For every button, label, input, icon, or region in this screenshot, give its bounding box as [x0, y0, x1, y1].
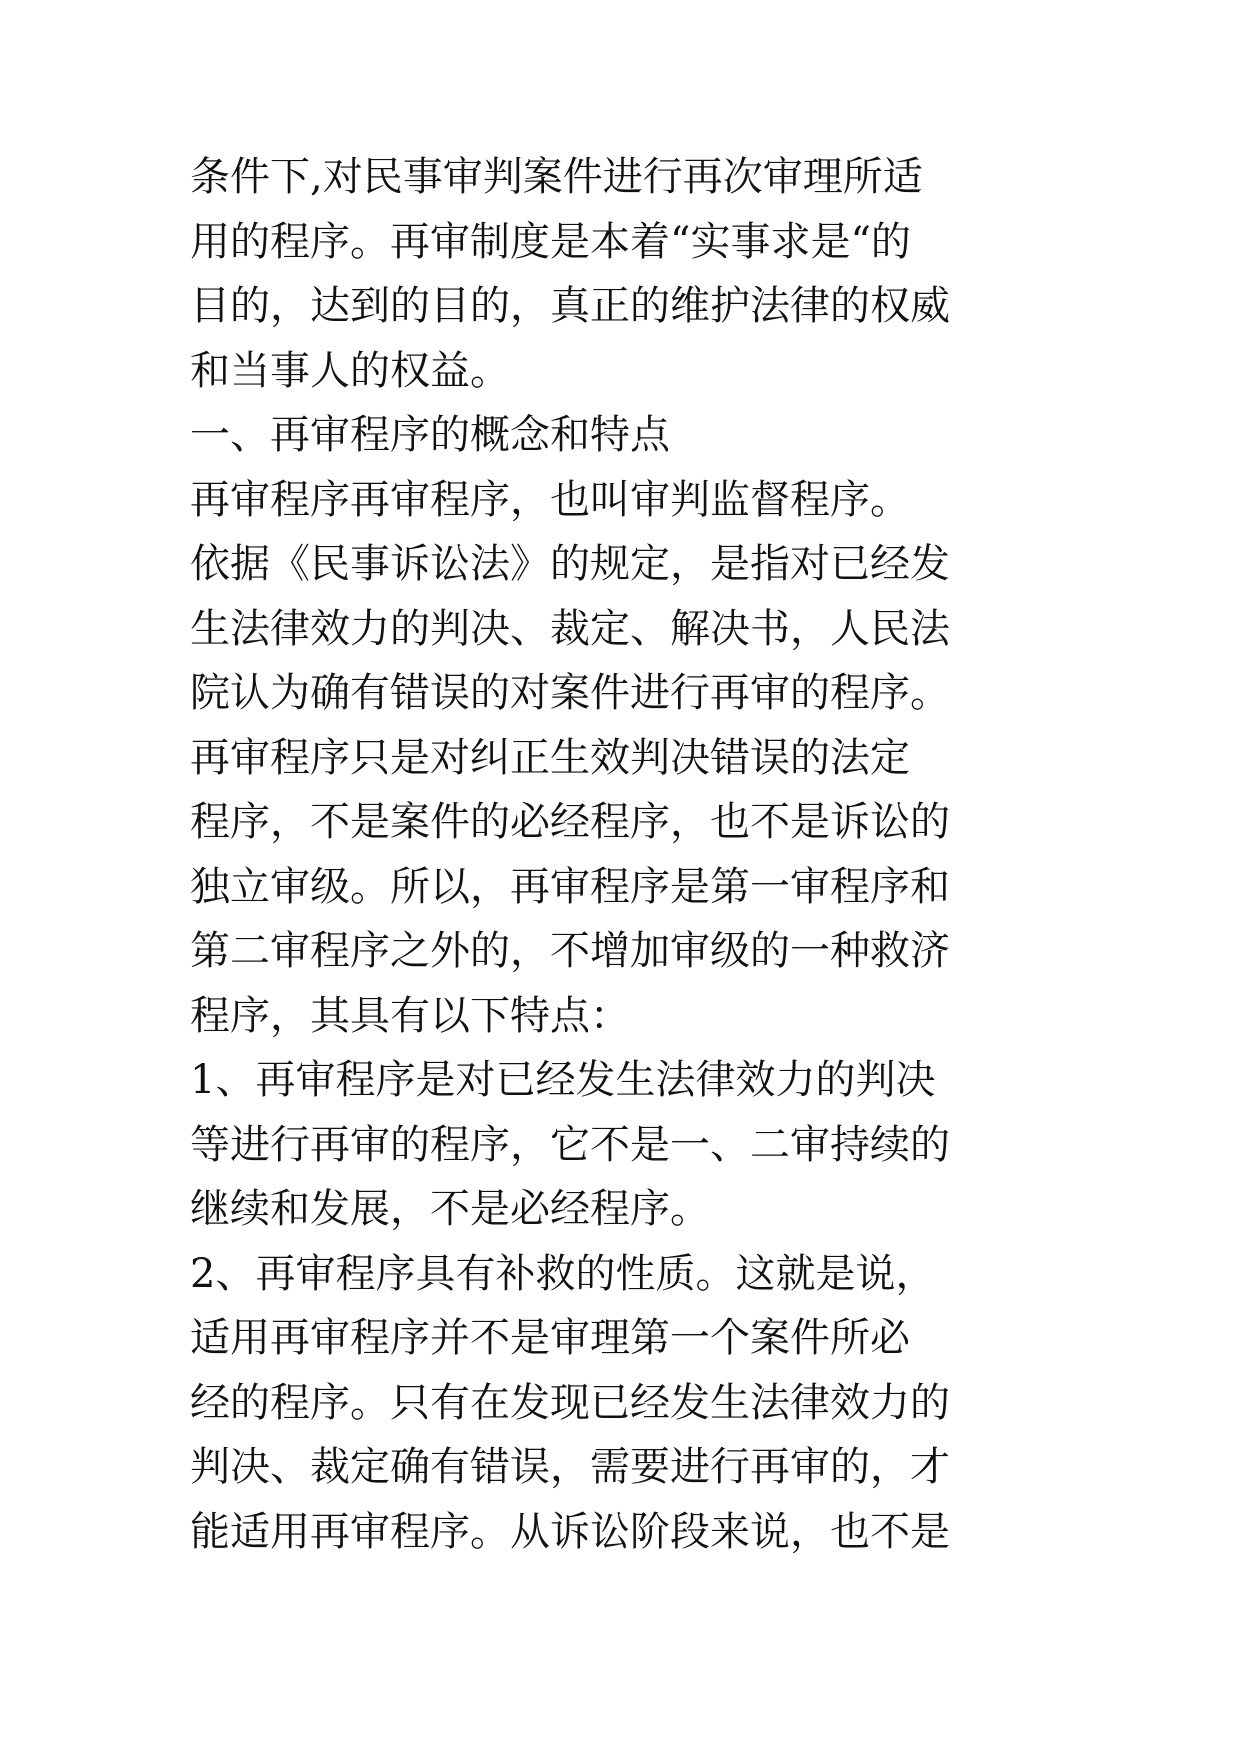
text-line: 判决、裁定确有错误，需要进行再审的，才: [190, 1444, 950, 1490]
text-line: 院认为确有错误的对案件进行再审的程序。: [190, 670, 950, 716]
text-line: 再审程序只是对纠正生效判决错误的法定: [190, 734, 910, 781]
document-body: [190, 145, 1090, 1564]
text-line: 适用再审程序并不是审理第一个案件所必: [190, 1315, 910, 1361]
list-item: 2、再审程序具有补救的性质。这就是说，: [190, 1250, 936, 1297]
text-line: 程序，其具有以下特点：: [190, 992, 630, 1039]
text-line: 依据《民事诉讼法》的规定，是指对已经发: [190, 541, 950, 587]
text-line: 第二审程序之外的，不增加审级的一种救济: [190, 928, 950, 974]
text-line: 等进行再审的程序，它不是一、二审持续的: [190, 1121, 950, 1168]
section-heading: 一、再审程序的概念和特点: [190, 412, 670, 458]
text-line: 能适用再审程序。从诉讼阶段来说，也不是: [190, 1508, 950, 1555]
text-line: 目的，达到的目的，真正的维护法律的权威: [190, 283, 950, 329]
text-line: 再审程序再审程序，也叫审判监督程序。: [190, 476, 910, 523]
text-line: 程序，不是案件的必经程序，也不是诉讼的: [190, 799, 950, 845]
text-line: 用的程序。再审制度是本着“实事求是“的: [190, 218, 911, 265]
text-line: 和当事人的权益。: [190, 347, 510, 394]
text-line: 生法律效力的判决、裁定、解决书，人民法: [190, 605, 950, 652]
text-line: 独立审级。所以，再审程序是第一审程序和: [190, 863, 950, 910]
list-item: 1、再审程序是对已经发生法律效力的判决: [190, 1057, 936, 1103]
text-line: 条件下,对民事审判案件进行再次审理所适: [190, 154, 923, 200]
text-line: 继续和发展，不是必经程序。: [190, 1186, 710, 1232]
text-line: 经的程序。只有在发现已经发生法律效力的: [190, 1379, 950, 1426]
